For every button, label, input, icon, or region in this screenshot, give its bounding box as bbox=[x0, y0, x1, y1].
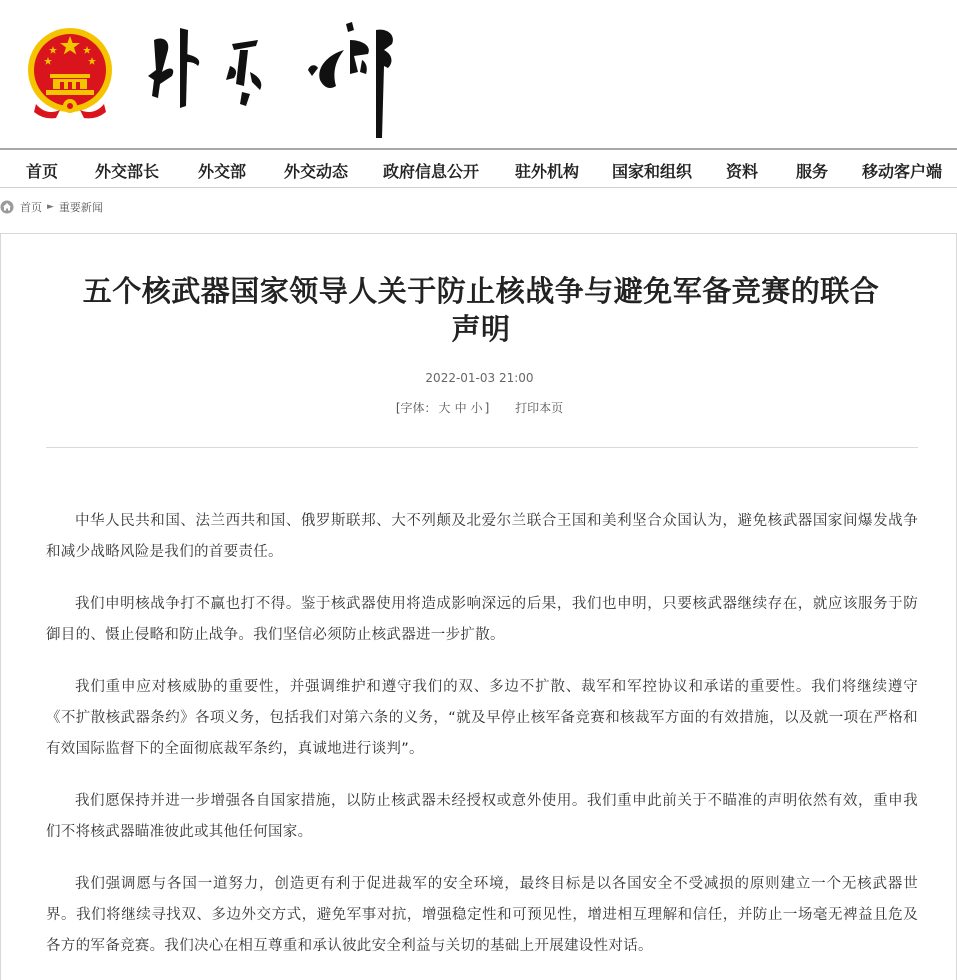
breadcrumb-separator: ► bbox=[47, 202, 54, 212]
article-panel bbox=[0, 233, 957, 980]
nav-item-diplomatic-news[interactable]: 外交动态 bbox=[284, 162, 349, 181]
article-paragraph: 我们愿保持并进一步增强各自国家措施，以防止核武器未经授权或意外使用。我们重申此前关于不瞄准的声明依然有效，重申我们不将核武器瞄准彼此或其他任何国家。 bbox=[46, 793, 918, 840]
article-title-line1: 五个核武器国家领导人关于防止核战争与避免军备竞赛的联合 bbox=[82, 274, 880, 308]
article-paragraph: 中华人民共和国、法兰西共和国、俄罗斯联邦、大不列颠及北爱尔兰联合王国和美利坚合众国认为，避免核武器国家间爆发战争和减少战略风险是我们的首要责任。 bbox=[46, 513, 918, 560]
font-size-large-button[interactable]: 大 bbox=[438, 401, 451, 415]
breadcrumb bbox=[0, 197, 103, 217]
nav-item-services[interactable]: 服务 bbox=[796, 162, 829, 181]
article-tools bbox=[1, 399, 957, 416]
nav-item-minister[interactable]: 外交部长 bbox=[95, 162, 160, 181]
article-title-line2: 声明 bbox=[451, 312, 511, 346]
article-title bbox=[31, 272, 931, 348]
font-size-small-button[interactable]: 小 bbox=[470, 401, 483, 415]
article-paragraph: 我们重申应对核威胁的重要性，并强调维护和遵守我们的双、多边不扩散、裁军和军控协议和承诺的重要性。我们将继续遵守《不扩散核武器条约》各项义务，包括我们对第六条的义务，“就及早停止核军备竞赛和核裁军方面的有效措施，以及就一项在严格和有效国际监督下的全面彻底裁军条约，真诚地进行谈判”。 bbox=[46, 679, 918, 757]
breadcrumb-current[interactable]: 重要新闻 bbox=[58, 201, 103, 214]
article-paragraph: 我们强调愿与各国一道努力，创造更有利于促进裁军的安全环境，最终目标是以各国安全不受减损的原则建立一个无核武器世界。我们将继续寻找双、多边外交方式，避免军事对抗，增强稳定性和可预见性，增进相互理解和信任，并防止一场毫无裨益且危及各方的军备竞赛。我们决心在相互尊重和承认彼此安全利益与关切的基础上开展建设性对话。 bbox=[46, 876, 918, 954]
article-paragraph: 我们申明核战争打不赢也打不得。鉴于核武器使用将造成影响深远的后果，我们也申明，只要核武器继续存在，就应该服务于防御目的、慑止侵略和防止战争。我们坚信必须防止核武器进一步扩散。 bbox=[46, 596, 918, 643]
national-emblem-icon[interactable] bbox=[26, 24, 114, 120]
nav-item-mobile-client[interactable]: 移动客户端 bbox=[862, 162, 943, 181]
site-header bbox=[0, 0, 957, 148]
font-size-label: [字体： bbox=[395, 401, 437, 415]
font-size-bracket: ] bbox=[484, 401, 490, 415]
font-size-selector bbox=[396, 401, 493, 415]
nav-item-resources[interactable]: 资料 bbox=[726, 162, 759, 181]
breadcrumb-home[interactable]: 首页 bbox=[20, 201, 42, 214]
ministry-calligraphy-logo[interactable] bbox=[140, 10, 410, 140]
main-nav bbox=[0, 148, 957, 188]
nav-item-missions[interactable]: 驻外机构 bbox=[515, 162, 580, 181]
nav-item-gov-info[interactable]: 政府信息公开 bbox=[383, 162, 480, 181]
print-button[interactable]: 打印本页 bbox=[515, 401, 564, 415]
title-divider bbox=[46, 447, 918, 448]
font-size-medium-button[interactable]: 中 bbox=[454, 401, 467, 415]
article-body bbox=[46, 506, 918, 980]
home-icon[interactable] bbox=[0, 200, 14, 214]
publish-date: 2022-01-03 21:00 bbox=[425, 371, 534, 385]
nav-item-home[interactable]: 首页 bbox=[26, 162, 59, 181]
nav-item-countries[interactable]: 国家和组织 bbox=[612, 162, 693, 181]
nav-item-ministry[interactable]: 外交部 bbox=[198, 162, 247, 181]
